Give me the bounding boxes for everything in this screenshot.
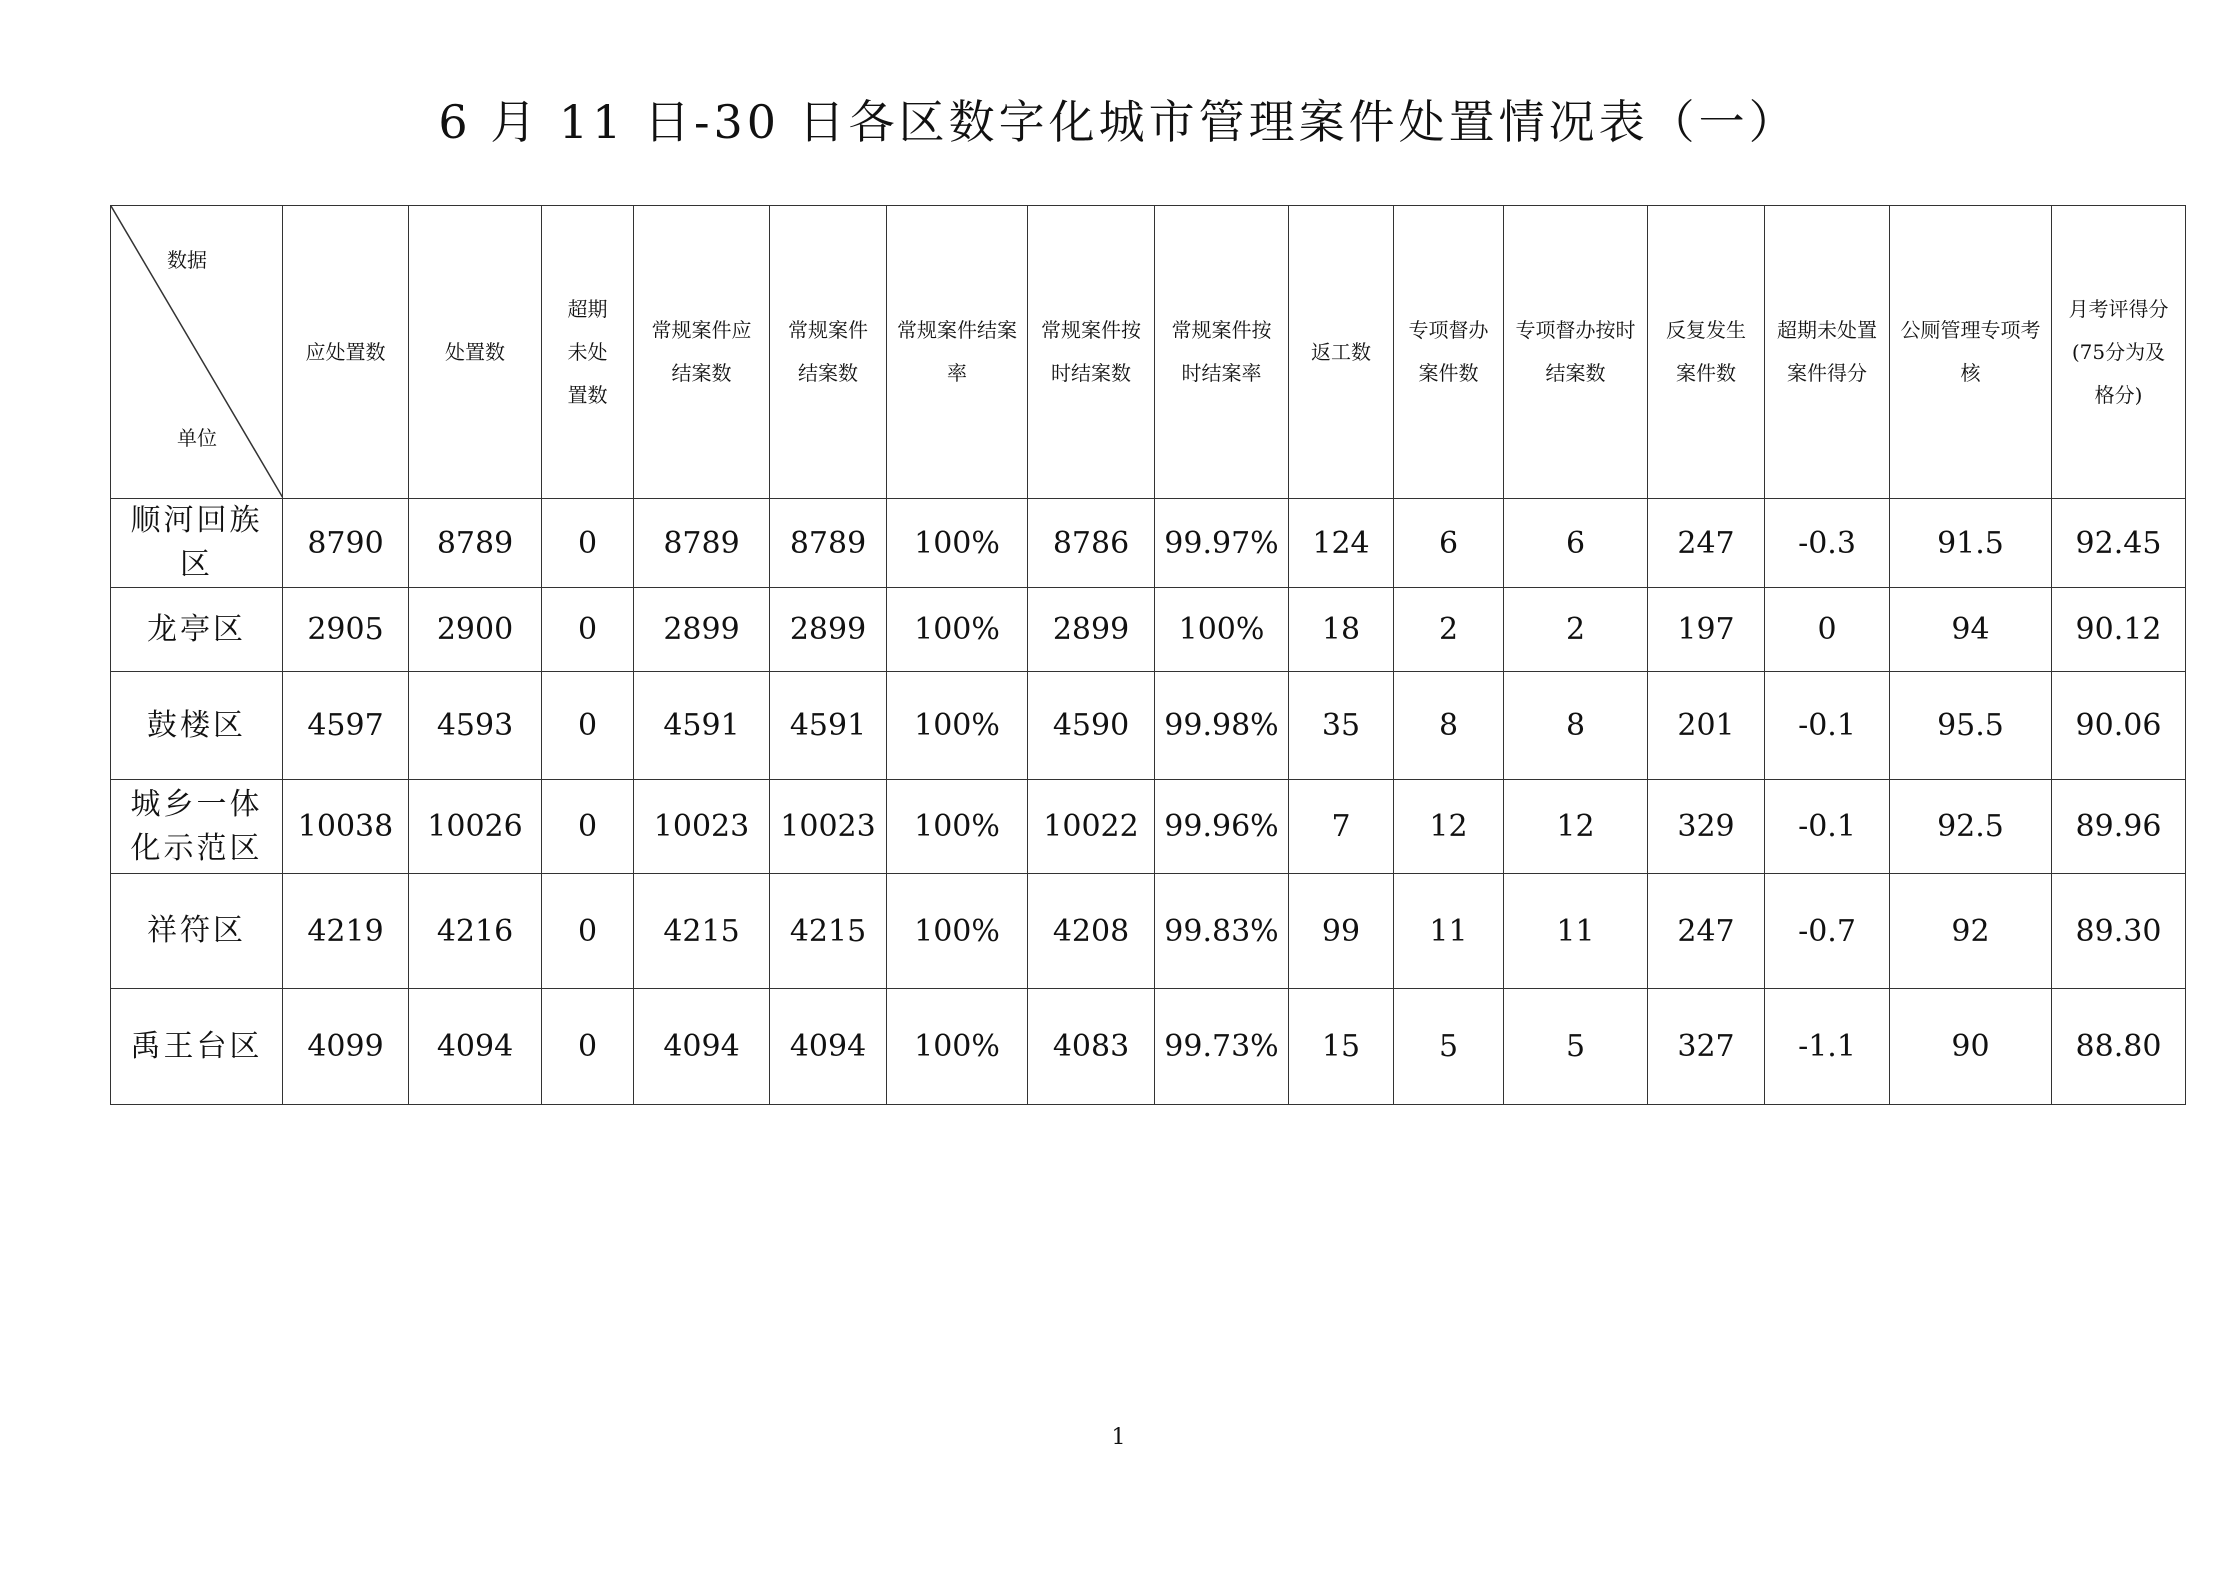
value-cell: 92.45 (2052, 499, 2186, 588)
value-cell: 89.96 (2052, 780, 2186, 874)
unit-name-cell: 祥符区 (111, 874, 283, 989)
value-cell: 2899 (634, 588, 770, 672)
column-header: 常规案件应结案数 (634, 206, 770, 499)
column-header: 返工数 (1289, 206, 1394, 499)
column-header: 超期未处置案件得分 (1765, 206, 1890, 499)
value-cell: 10022 (1028, 780, 1155, 874)
value-cell: 99 (1289, 874, 1394, 989)
column-header: 常规案件按时结案数 (1028, 206, 1155, 499)
value-cell: 10038 (283, 780, 409, 874)
value-cell: 100% (887, 588, 1028, 672)
table-header-row (111, 206, 2186, 499)
value-cell: 197 (1648, 588, 1765, 672)
value-cell: 4219 (283, 874, 409, 989)
value-cell: 10023 (634, 780, 770, 874)
value-cell: 18 (1289, 588, 1394, 672)
value-cell: 8790 (283, 499, 409, 588)
value-cell: 2899 (1028, 588, 1155, 672)
table-row (111, 989, 2186, 1105)
column-header: 处置数 (409, 206, 542, 499)
value-cell: 2 (1394, 588, 1504, 672)
value-cell: 100% (887, 499, 1028, 588)
value-cell: 99.73% (1155, 989, 1289, 1105)
column-header: 常规案件结案数 (770, 206, 887, 499)
value-cell: 92 (1890, 874, 2052, 989)
value-cell: 4208 (1028, 874, 1155, 989)
value-cell: 4597 (283, 672, 409, 780)
value-cell: 11 (1394, 874, 1504, 989)
value-cell: 99.97% (1155, 499, 1289, 588)
value-cell: 0 (542, 780, 634, 874)
value-cell: 2905 (283, 588, 409, 672)
value-cell: 4215 (770, 874, 887, 989)
value-cell: 11 (1504, 874, 1648, 989)
value-cell: 99.83% (1155, 874, 1289, 989)
value-cell: 4099 (283, 989, 409, 1105)
value-cell: 0 (1765, 588, 1890, 672)
column-header: 专项督办案件数 (1394, 206, 1504, 499)
unit-name-cell: 龙亭区 (111, 588, 283, 672)
value-cell: 8789 (409, 499, 542, 588)
value-cell: 90.12 (2052, 588, 2186, 672)
value-cell: 4094 (409, 989, 542, 1105)
value-cell: 4591 (770, 672, 887, 780)
column-header: 公厕管理专项考核 (1890, 206, 2052, 499)
unit-name-cell: 禹王台区 (111, 989, 283, 1105)
value-cell: 4216 (409, 874, 542, 989)
value-cell: 4590 (1028, 672, 1155, 780)
value-cell: 5 (1394, 989, 1504, 1105)
value-cell: -0.3 (1765, 499, 1890, 588)
value-cell: 4591 (634, 672, 770, 780)
value-cell: 4593 (409, 672, 542, 780)
corner-data-label: 数据 (167, 248, 207, 272)
value-cell: 8786 (1028, 499, 1155, 588)
value-cell: 0 (542, 874, 634, 989)
value-cell: 2 (1504, 588, 1648, 672)
table-row (111, 499, 2186, 588)
column-header: 常规案件结案率 (887, 206, 1028, 499)
value-cell: 4094 (770, 989, 887, 1105)
page-number: 1 (1111, 1425, 1126, 1450)
value-cell: 4083 (1028, 989, 1155, 1105)
value-cell: 247 (1648, 874, 1765, 989)
value-cell: 0 (542, 499, 634, 588)
value-cell: 91.5 (1890, 499, 2052, 588)
value-cell: 92.5 (1890, 780, 2052, 874)
unit-name-cell: 顺河回族区 (111, 499, 283, 588)
corner-header (111, 206, 283, 499)
value-cell: 94 (1890, 588, 2052, 672)
table-body (111, 499, 2186, 1105)
value-cell: 4215 (634, 874, 770, 989)
column-header: 反复发生案件数 (1648, 206, 1765, 499)
value-cell: 99.96% (1155, 780, 1289, 874)
value-cell: 8 (1504, 672, 1648, 780)
value-cell: 2900 (409, 588, 542, 672)
value-cell: 329 (1648, 780, 1765, 874)
table-row (111, 588, 2186, 672)
value-cell: 2899 (770, 588, 887, 672)
column-header: 专项督办按时结案数 (1504, 206, 1648, 499)
value-cell: 12 (1394, 780, 1504, 874)
value-cell: 201 (1648, 672, 1765, 780)
value-cell: -0.7 (1765, 874, 1890, 989)
table-row (111, 874, 2186, 989)
value-cell: 95.5 (1890, 672, 2052, 780)
case-disposal-table (110, 205, 2186, 1105)
column-header: 常规案件按时结案率 (1155, 206, 1289, 499)
value-cell: 10026 (409, 780, 542, 874)
value-cell: 124 (1289, 499, 1394, 588)
value-cell: 35 (1289, 672, 1394, 780)
column-header: 超期未处置数 (542, 206, 634, 499)
value-cell: 247 (1648, 499, 1765, 588)
value-cell: 327 (1648, 989, 1765, 1105)
value-cell: 90 (1890, 989, 2052, 1105)
value-cell: 100% (887, 780, 1028, 874)
value-cell: 6 (1394, 499, 1504, 588)
table-row (111, 672, 2186, 780)
unit-name-cell: 鼓楼区 (111, 672, 283, 780)
value-cell: 100% (887, 989, 1028, 1105)
value-cell: 100% (887, 672, 1028, 780)
value-cell: 99.98% (1155, 672, 1289, 780)
value-cell: 0 (542, 588, 634, 672)
value-cell: -1.1 (1765, 989, 1890, 1105)
column-header: 应处置数 (283, 206, 409, 499)
value-cell: 12 (1504, 780, 1648, 874)
value-cell: 4094 (634, 989, 770, 1105)
value-cell: 100% (1155, 588, 1289, 672)
corner-unit-label: 单位 (177, 426, 217, 450)
column-header: 月考评得分(75分为及格分) (2052, 206, 2186, 499)
value-cell: 0 (542, 989, 634, 1105)
value-cell: 5 (1504, 989, 1648, 1105)
value-cell: 8789 (770, 499, 887, 588)
value-cell: 8 (1394, 672, 1504, 780)
table-row (111, 780, 2186, 874)
page-title: 6 月 11 日-30 日各区数字化城市管理案件处置情况表（一） (438, 95, 1799, 149)
value-cell: 8789 (634, 499, 770, 588)
value-cell: 15 (1289, 989, 1394, 1105)
value-cell: 90.06 (2052, 672, 2186, 780)
value-cell: 7 (1289, 780, 1394, 874)
value-cell: -0.1 (1765, 780, 1890, 874)
value-cell: 0 (542, 672, 634, 780)
value-cell: 88.80 (2052, 989, 2186, 1105)
value-cell: 89.30 (2052, 874, 2186, 989)
unit-name-cell: 城乡一体化示范区 (111, 780, 283, 874)
value-cell: -0.1 (1765, 672, 1890, 780)
value-cell: 6 (1504, 499, 1648, 588)
value-cell: 100% (887, 874, 1028, 989)
value-cell: 10023 (770, 780, 887, 874)
